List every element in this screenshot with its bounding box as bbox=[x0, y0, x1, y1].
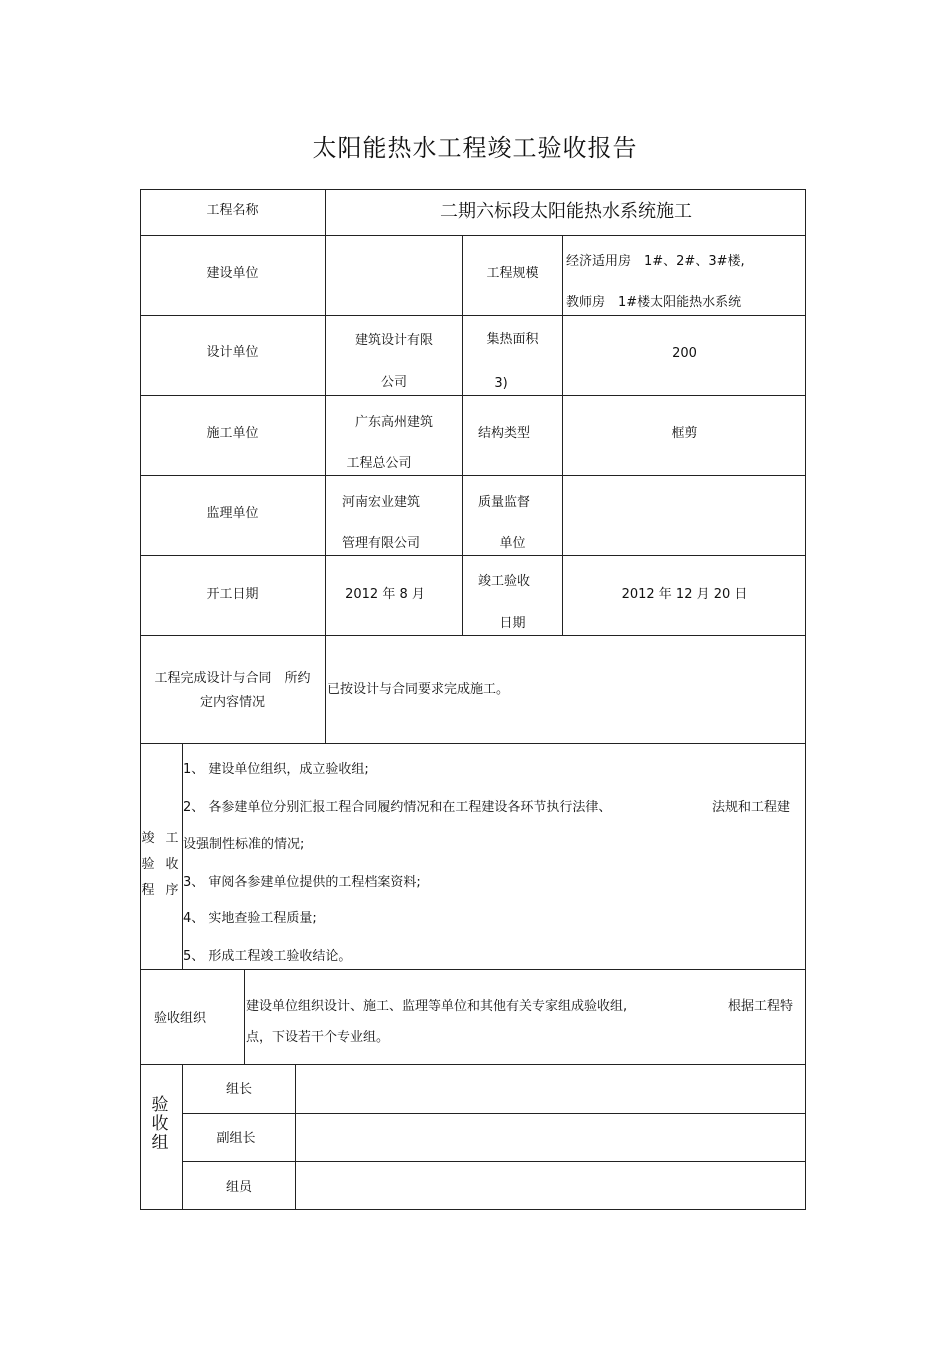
builder-line2: 工程总公司 bbox=[346, 456, 412, 471]
page-title: 太阳能热水工程竣工验收报告 bbox=[312, 134, 638, 162]
project-scale-label: 工程规模 bbox=[486, 266, 539, 281]
collector-area-value: 200 bbox=[672, 346, 697, 361]
collector-area-label-line1: 集热面积 bbox=[486, 332, 539, 347]
row-divider bbox=[140, 1064, 806, 1065]
project-scale-line1: 经济适用房 1#、2#、3#楼, bbox=[566, 254, 745, 269]
acceptance-date-value: 2012 年 12 月 20 日 bbox=[621, 587, 748, 602]
builder-line1: 广东高州建筑 bbox=[354, 415, 433, 430]
quality-supervision-label-line2: 单位 bbox=[499, 536, 526, 551]
supervision-unit-label: 监理单位 bbox=[206, 506, 259, 521]
construction-unit-label: 建设单位 bbox=[206, 266, 259, 281]
structure-type-value: 框剪 bbox=[671, 426, 698, 441]
design-unit-line2: 公司 bbox=[380, 375, 407, 390]
group-leader-label: 组长 bbox=[225, 1082, 252, 1097]
acceptance-org-line2: 点，下设若干个专业组。 bbox=[246, 1030, 390, 1045]
procedure-item-2b: 法规和工程建 bbox=[712, 800, 791, 815]
project-scale-line2: 教师房 1#楼太阳能热水系统 bbox=[566, 295, 742, 310]
design-unit-label: 设计单位 bbox=[206, 345, 259, 360]
quality-supervision-label-line1: 质量监督 bbox=[477, 495, 530, 510]
builder-label: 施工单位 bbox=[206, 426, 259, 441]
row-divider bbox=[140, 635, 806, 636]
completion-label-line1: 工程完成设计与合同 所约 bbox=[154, 671, 311, 686]
row-divider bbox=[140, 555, 806, 556]
row-divider bbox=[182, 1161, 806, 1162]
procedure-item-1: 1、 建设单位组织，成立验收组; bbox=[183, 762, 369, 777]
acceptance-org-line1b: 根据工程特 bbox=[728, 999, 794, 1014]
acceptance-date-label-line1: 竣工验收 bbox=[477, 574, 530, 589]
row-divider bbox=[140, 395, 806, 396]
group-label: 验收组 bbox=[151, 1095, 169, 1153]
procedure-item-3: 3、 审阅各参建单位提供的工程档案资料; bbox=[183, 875, 421, 890]
supervision-unit-line1: 河南宏业建筑 bbox=[341, 495, 420, 510]
project-name-value: 二期六标段太阳能热水系统施工 bbox=[440, 201, 692, 222]
start-date-value: 2012 年 8 月 bbox=[345, 587, 425, 602]
row-divider bbox=[140, 969, 806, 970]
procedure-item-2c: 设强制性标准的情况; bbox=[183, 837, 305, 852]
col-divider bbox=[295, 1064, 296, 1210]
row-divider bbox=[140, 743, 806, 744]
procedure-item-4: 4、 实地查验工程质量; bbox=[183, 911, 317, 926]
procedure-item-5: 5、 形成工程竣工验收结论。 bbox=[183, 949, 352, 964]
row-divider bbox=[182, 1113, 806, 1114]
acceptance-org-label: 验收组织 bbox=[153, 1011, 206, 1026]
group-member-label: 组员 bbox=[225, 1180, 252, 1195]
structure-type-label: 结构类型 bbox=[477, 426, 530, 441]
completion-value: 已按设计与合同要求完成施工。 bbox=[327, 682, 510, 697]
design-unit-line1: 建筑设计有限 bbox=[354, 333, 433, 348]
acceptance-date-label-line2: 日期 bbox=[499, 616, 526, 631]
collector-area-label-line2: 3) bbox=[494, 376, 508, 391]
supervision-unit-line2: 管理有限公司 bbox=[341, 536, 420, 551]
procedure-label-col1: 竣验程 bbox=[141, 831, 155, 898]
row-divider bbox=[140, 475, 806, 476]
completion-label-line2: 定内容情况 bbox=[199, 695, 265, 710]
row-divider bbox=[140, 315, 806, 316]
acceptance-org-line1: 建设单位组织设计、施工、监理等单位和其他有关专家组成验收组, bbox=[246, 999, 628, 1014]
procedure-item-2: 2、 各参建单位分别汇报工程合同履约情况和在工程建设各环节执行法律、 bbox=[183, 800, 612, 815]
project-name-label: 工程名称 bbox=[206, 203, 259, 218]
start-date-label: 开工日期 bbox=[206, 587, 259, 602]
row-divider bbox=[140, 235, 806, 236]
procedure-label-col2: 工收序 bbox=[165, 831, 179, 898]
col-divider bbox=[244, 969, 245, 1065]
group-deputy-label: 副组长 bbox=[216, 1131, 256, 1146]
